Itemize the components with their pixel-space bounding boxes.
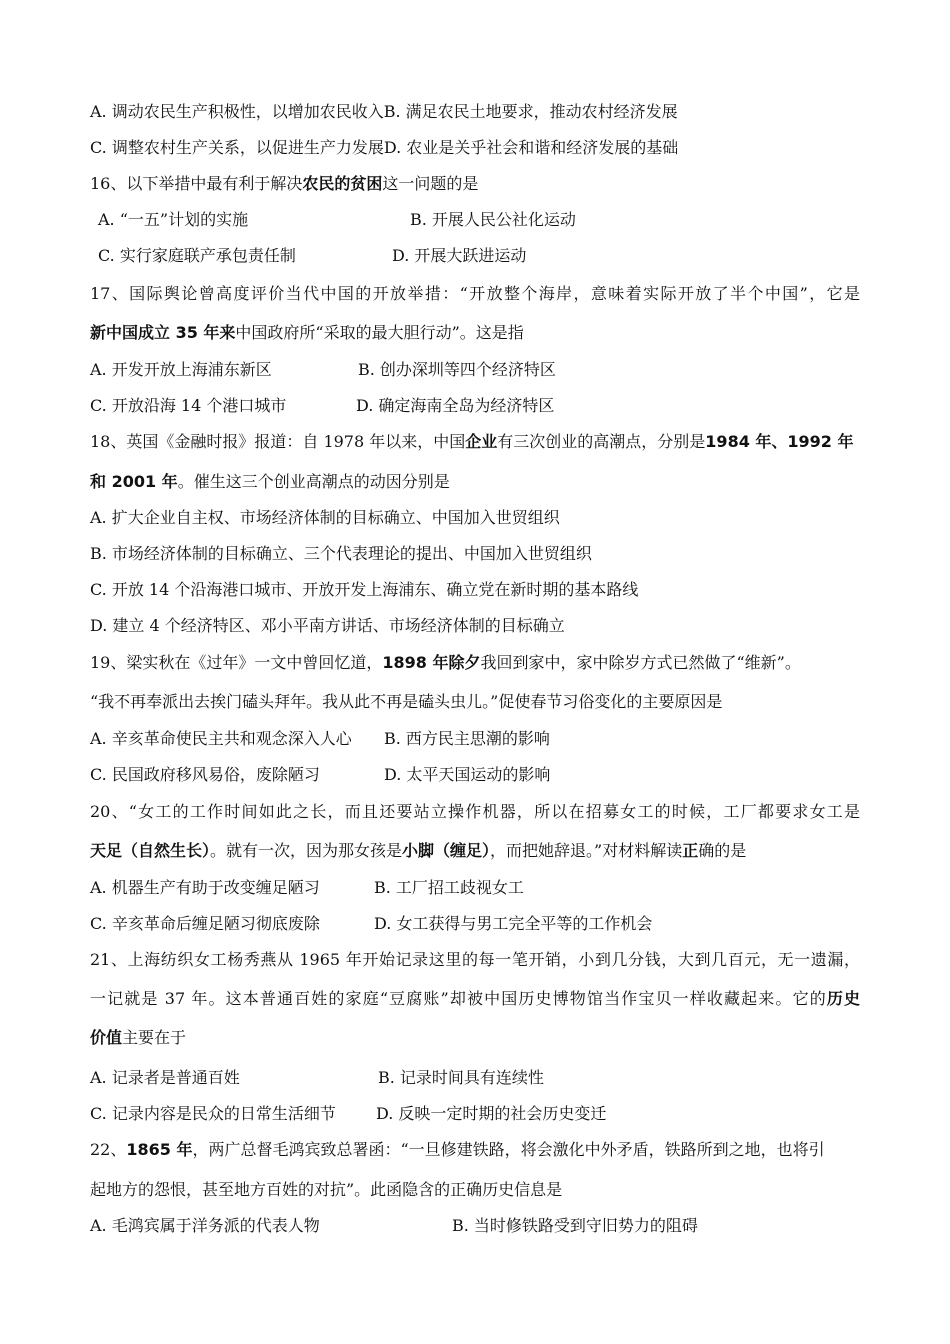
q21-stem-text-end: 主要在于 (122, 1028, 187, 1047)
q18-option-c: C. 开放 14 个沿海港口城市、开放开发上海浦东、确立党在新时期的基本路线 (90, 580, 639, 599)
q20-option-b: B. 工厂招工歧视女工 (374, 878, 524, 897)
q20-stem-emphasis-2: 小脚（缠足） (402, 841, 491, 860)
q15-option-d: D. 农业是关乎社会和谐和经济发展的基础 (383, 138, 679, 157)
q20-option-d: D. 女工获得与男工完全平等的工作机会 (374, 914, 653, 933)
q17-stem-text: 中国政府所“采取的最大胆行动”。这是指 (235, 323, 524, 342)
q22-stem-text: 22、 (90, 1140, 127, 1159)
q18-stem-line-1 (90, 432, 854, 452)
q21-option-c: C. 记录内容是民众的日常生活细节 (90, 1104, 336, 1123)
q17-stem-emphasis: 新中国成立 35 年来 (90, 323, 236, 342)
q17-option-a: A. 开发开放上海浦东新区 (90, 360, 272, 379)
q20-stem-line-1: 20、“女工的工作时间如此之长，而且还要站立操作机器，所以在招募女工的时候，工厂都要求女工是 (90, 802, 860, 821)
q15-option-b: B. 满足农民土地要求，推动农村经济发展 (383, 102, 678, 121)
q18-stem-emphasis-2: 1984 年、1992 年 (705, 432, 854, 451)
q16-option-c: C. 实行家庭联产承包责任制 (98, 246, 296, 265)
q15-option-c: C. 调整农村生产关系，以促进生产力发展 (90, 138, 384, 157)
q19-stem-emphasis: 1898 年除夕 (382, 653, 481, 672)
q19-option-b: B. 西方民主思潮的影响 (384, 729, 550, 748)
q19-stem-text-end: 我回到家中，家中除岁方式已然做了“维新”。 (480, 653, 801, 672)
q20-stem-text-mid: ，而把她辞退。”对材料解读 (490, 841, 683, 860)
q20-stem-emphasis-1: 天足（自然生长） (90, 841, 211, 860)
q15-option-a: A. 调动农民生产积极性，以增加农民收入 (90, 102, 384, 121)
q19-stem-line-2: “我不再奉派出去挨门磕头拜年。我从此不再是磕头虫儿。”促使春节习俗变化的主要原因是 (90, 692, 723, 711)
q20-stem-text: 。就有一次，因为那女孩是 (210, 841, 403, 860)
q16-option-b: B. 开展人民公社化运动 (410, 210, 576, 229)
q19-option-c: C. 民国政府移风易俗，废除陋习 (90, 765, 320, 784)
q18-stem-emphasis-3: 和 2001 年 (90, 472, 178, 491)
q22-stem-text-end: ，两广总督毛鸿宾致总署函：“一旦修建铁路，将会激化中外矛盾，铁路所到之地，也将引 (192, 1140, 825, 1159)
q18-option-b: B. 市场经济体制的目标确立、三个代表理论的提出、中国加入世贸组织 (90, 544, 592, 563)
q17-option-c: C. 开放沿海 14 个港口城市 (90, 396, 287, 415)
q18-stem-emphasis-1: 企业 (465, 432, 498, 451)
q17-option-d: D. 确定海南全岛为经济特区 (356, 396, 555, 415)
q18-stem-text-mid: 有三次创业的高潮点，分别是 (497, 432, 706, 451)
q16-stem-emphasis: 农民的贫困 (302, 174, 383, 193)
q16-stem (90, 174, 478, 194)
q21-stem-emphasis-1: 历史 (826, 989, 860, 1008)
q22-option-a: A. 毛鸿宾属于洋务派的代表人物 (90, 1216, 320, 1235)
q17-stem-line-2 (90, 323, 524, 343)
q16-stem-text-end: 这一问题的是 (382, 174, 479, 193)
q18-option-d: D. 建立 4 个经济特区、邓小平南方讲话、市场经济体制的目标确立 (90, 616, 565, 635)
q20-stem-line-2 (90, 841, 746, 861)
q17-stem-line-1: 17、国际舆论曾高度评价当代中国的开放举措：“开放整个海岸，意味着实际开放了半个中国”，它是 (90, 284, 860, 303)
q19-option-d: D. 太平天国运动的影响 (384, 765, 551, 784)
q18-stem-text: 18、英国《金融时报》报道：自 1978 年以来，中国 (90, 432, 466, 451)
q22-stem-line-1 (90, 1140, 825, 1160)
q21-stem-line-2 (90, 989, 860, 1009)
q16-stem-text: 16、以下举措中最有利于解决 (90, 174, 303, 193)
q20-stem-text-end: 确的是 (698, 841, 747, 860)
q17-option-b: B. 创办深圳等四个经济特区 (358, 360, 556, 379)
q18-stem-line-2 (90, 472, 450, 492)
q21-stem-emphasis-2: 价值 (90, 1028, 123, 1047)
q19-stem-line-1 (90, 653, 801, 673)
q18-stem-text-end: 。催生这三个创业高潮点的动因分别是 (177, 472, 450, 491)
q21-option-b: B. 记录时间具有连续性 (378, 1068, 544, 1087)
q20-option-a: A. 机器生产有助于改变缠足陋习 (90, 878, 320, 897)
q20-option-c: C. 辛亥革命后缠足陋习彻底废除 (90, 914, 320, 933)
q15-options-row-2 (90, 138, 678, 158)
q16-option-d: D. 开展大跃进运动 (392, 246, 527, 265)
q19-option-a: A. 辛亥革命使民主共和观念深入人心 (90, 729, 352, 748)
q22-stem-line-2: 起地方的怨恨，甚至地方百姓的对抗”。此函隐含的正确历史信息是 (90, 1180, 563, 1199)
q22-stem-emphasis: 1865 年 (126, 1140, 193, 1159)
q21-option-a: A. 记录者是普通百姓 (90, 1068, 240, 1087)
q21-stem-text: 一记就是 37 年。这本普通百姓的家庭“豆腐账”却被中国历史博物馆当作宝贝一样收藏起来。它的 (90, 989, 827, 1008)
q21-stem-line-3 (90, 1028, 186, 1048)
q21-option-d: D. 反映一定时期的社会历史变迁 (376, 1104, 607, 1123)
q15-options-row-1 (90, 102, 678, 122)
q21-stem-line-1: 21、上海纺织女工杨秀燕从 1965 年开始记录这里的每一笔开销，小到几分钱，大到几百元，无一遗漏， (90, 950, 860, 969)
q20-stem-emphasis-3: 正 (682, 841, 699, 860)
q16-option-a: A. “一五”计划的实施 (98, 210, 249, 229)
q19-stem-text: 19、梁实秋在《过年》一文中曾回忆道， (90, 653, 383, 672)
q22-option-b: B. 当时修铁路受到守旧势力的阻碍 (452, 1216, 698, 1235)
q18-option-a: A. 扩大企业自主权、市场经济体制的目标确立、中国加入世贸组织 (90, 508, 560, 527)
